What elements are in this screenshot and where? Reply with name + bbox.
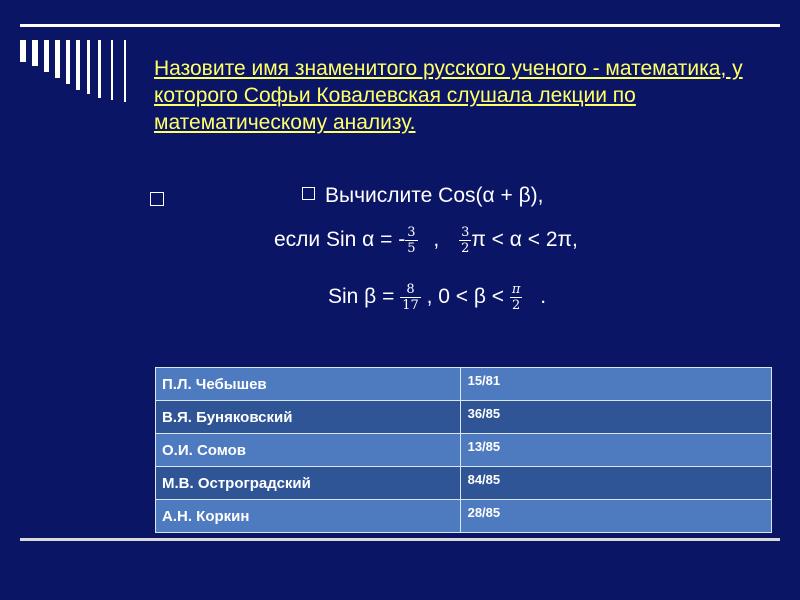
- line2-suffix: π < α < 2π,: [471, 228, 578, 252]
- beta-denominator: 17: [402, 298, 419, 313]
- scientist-name: А.Н. Коркин: [156, 500, 461, 533]
- line3-mid: , 0 < β <: [426, 285, 505, 309]
- task-line-3: [328, 282, 546, 313]
- line3-prefix: Sin β =: [328, 285, 401, 309]
- pi-denominator: 2: [461, 241, 470, 256]
- answers-table: [155, 367, 772, 533]
- line3-end: .: [540, 285, 547, 309]
- pi-numerator: 3: [461, 225, 470, 240]
- scientist-name: О.И. Сомов: [156, 434, 461, 467]
- pi-half-numerator: π: [511, 282, 521, 297]
- pi-half-fraction: [510, 282, 523, 313]
- stripe: [20, 40, 26, 62]
- stripe: [87, 40, 90, 94]
- alpha-numerator: 3: [407, 225, 416, 240]
- bullet-icon: [302, 187, 315, 200]
- table-row[interactable]: [156, 467, 772, 500]
- stripe: [76, 40, 80, 90]
- beta-numerator: 8: [400, 282, 421, 298]
- alpha-fraction: [405, 225, 417, 256]
- line2-prefix: если Sin α = -: [274, 228, 406, 252]
- stripe: [32, 40, 38, 66]
- table-row[interactable]: [156, 500, 772, 533]
- table-row[interactable]: [156, 434, 772, 467]
- answer-value: 84/85: [460, 467, 771, 500]
- beta-fraction: [400, 282, 421, 313]
- answer-value: 36/85: [460, 401, 771, 434]
- table-row[interactable]: [156, 368, 772, 401]
- task-line-2: [274, 225, 578, 256]
- answer-value: 15/81: [460, 368, 771, 401]
- slide-title: Назовите имя знаменитого русского ученого - математика, у которого Софьи Ковалевская слушала лекции по математическому анализу.: [154, 57, 743, 134]
- stripe: [98, 40, 101, 98]
- stripe: [111, 40, 113, 100]
- alpha-denominator: 5: [407, 241, 416, 256]
- answer-value: 13/85: [460, 434, 771, 467]
- bottom-rule: [20, 538, 780, 541]
- answer-value: 28/85: [460, 500, 771, 533]
- stripe: [55, 40, 60, 78]
- comma: ,: [433, 228, 440, 252]
- table-row[interactable]: [156, 401, 772, 434]
- stripe: [124, 40, 126, 102]
- scientist-name: П.Л. Чебышев: [156, 368, 461, 401]
- task-line-1-text: Вычислите Cos(α + β),: [325, 184, 544, 207]
- stripe: [66, 40, 70, 84]
- empty-bullet-icon: [150, 192, 164, 206]
- stripe: [44, 40, 49, 72]
- pi-fraction: [459, 225, 471, 256]
- scientist-name: М.В. Остроградский: [156, 467, 461, 500]
- scientist-name: В.Я. Буняковский: [156, 401, 461, 434]
- decorative-stripes: [20, 40, 130, 102]
- pi-half-denominator: 2: [512, 298, 521, 313]
- task-line-1: [302, 184, 543, 208]
- top-rule: [20, 24, 780, 27]
